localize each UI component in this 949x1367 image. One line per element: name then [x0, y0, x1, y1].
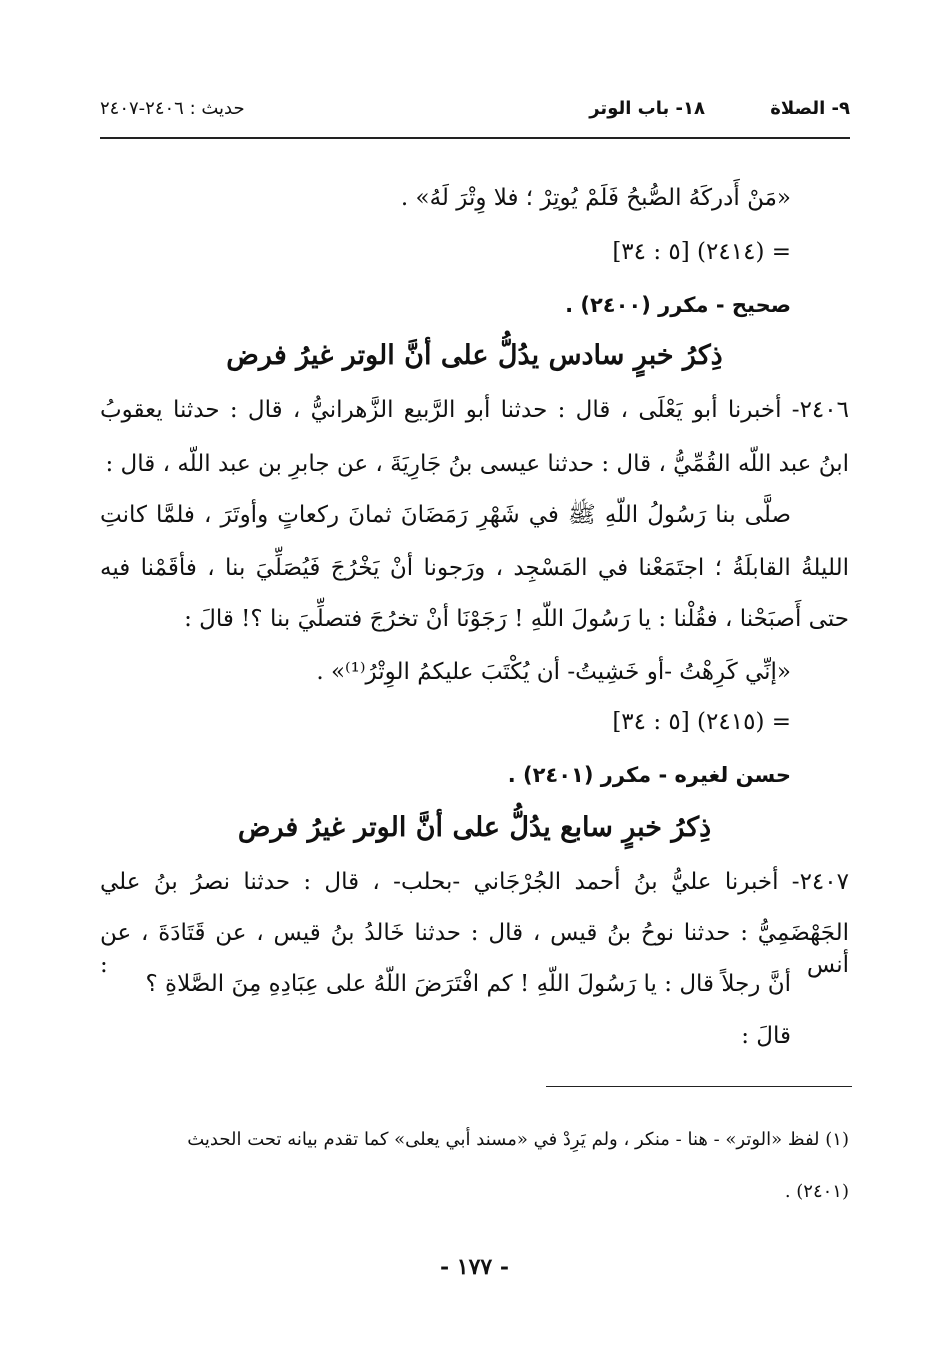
hadith-range: حديث : ٢٤٠٦-٢٤٠٧: [100, 98, 245, 119]
hadith-2406-line: «إنِّي كَرِهْتُ -أو خَشِيتُ- أن يُكْتَبَ عليكمُ الوِتْرُ⁽¹⁾» .: [316, 659, 791, 685]
grading-line: صحيح - مكرر (٢٤٠٠) .: [565, 293, 791, 317]
footnote-line: (٢٤٠١) .: [784, 1181, 849, 1202]
hadith-2407-line: الجَهْضَمِيُّ : حدثنا نوحُ بنُ قيس ، قال : حدثنا خَالدُ بنُ قيس ، عن قَتَادَةَ ، عن أنس :: [100, 920, 849, 978]
hadith-2407-line: أنَّ رجلاً قال : يا رَسُولَ اللّهِ ! كم افْتَرَضَ اللّهُ على عِبَادِهِ مِنَ الصَّلاةِ ؟: [145, 971, 791, 997]
header-divider: [100, 137, 850, 139]
footnote-divider: [546, 1086, 852, 1087]
chapter-title: ٩- الصلاة: [770, 98, 850, 119]
hadith-2406-line: ٢٤٠٦- أخبرنا أبو يَعْلَى ، قال : حدثنا أبو الرَّبيع الزَّهرانيُّ ، قال : حدثنا يعقوبُ: [100, 397, 849, 423]
hadith-2406-line: صلَّى بنا رَسُولُ اللّهِ ﷺ في شَهْرِ رَمَضَانَ ثمانَ ركعاتٍ وأوتَرَ ، فلمَّا كانتِ: [100, 502, 791, 528]
section-title: ١٨- باب الوتر: [589, 98, 705, 119]
hadith-2407-line: قالَ :: [741, 1023, 791, 1049]
footnote-line: (١) لفظ «الوتر» - هنا - منكر ، ولم يَرِدْ في «مسند أبي يعلى» كما تقدم بيانه تحت الحديث: [187, 1129, 849, 1150]
hadith-2407-line: ٢٤٠٧- أخبرنا عليُّ بنُ أحمد الجُرْجَاني -بحلب- ، قال : حدثنا نصرُ بنُ علي: [100, 869, 849, 895]
hadith-2406-line: ابنُ عبد اللّه القُمِّيُّ ، قال : حدثنا عيسى بنُ جَارِيَةَ ، عن جابرِ بن عبد اللّه ، قال :: [105, 451, 849, 477]
reference-line: = (٢٤١٤) [٥ : ٣٤]: [612, 239, 791, 265]
grading-line: حسن لغيره - مكرر (٢٤٠١) .: [507, 763, 791, 787]
text-line: «مَنْ أَدركَهُ الصُّبحُ فَلَمْ يُوتِرْ ؛ فلا وِتْرَ لَهُ» .: [400, 185, 791, 211]
hadith-2406-line: حتى أَصبَحْنا ، فقُلْنا : يا رَسُولَ اللّهِ ! رَجَوْنَا أنْ تخرُجَ فتصلِّيَ بنا ؟! قالَ :: [184, 606, 849, 632]
section-heading: ذِكرُ خبرٍ سابع يدُلُّ على أنَّ الوتر غيرُ فرض: [237, 812, 712, 843]
hadith-2406-line: الليلةُ القابلَةُ ؛ اجتَمَعْنا في المَسْجِد ، ورَجونا أنْ يَخْرُجَ فَيُصَلِّيَ بنا ، فأقَمْنا فيه: [100, 555, 849, 581]
running-header: [100, 98, 850, 130]
page-number: - ١٧٧ -: [439, 1254, 510, 1280]
section-heading: ذِكرُ خبرٍ سادس يدُلُّ على أنَّ الوتر غيرُ فرض: [226, 340, 723, 371]
reference-line: = (٢٤١٥) [٥ : ٣٤]: [612, 709, 791, 735]
